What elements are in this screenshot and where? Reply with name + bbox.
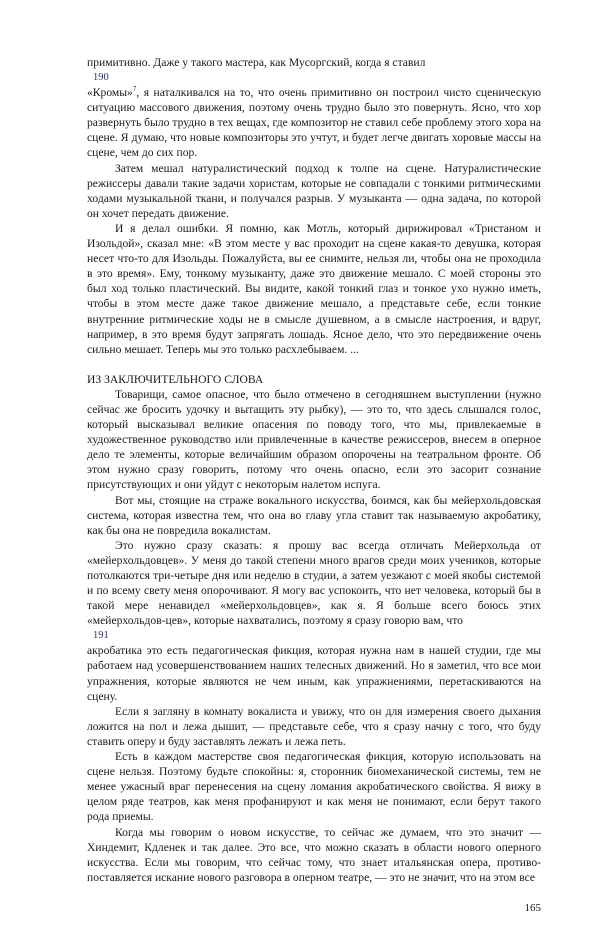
paragraph: Вот мы, стоящие на страже вокального искусства, боимся, как бы мейерхольдовская система, которая известна тем, что она во главу угла ставит так называемую акробатику, как бы она не повредила вокалистам. xyxy=(87,493,541,537)
paragraph xyxy=(87,85,541,160)
paragraph: акробатика это есть педагогическая фикция, которая нужна нам в нашей студии, где мы работаем над усовершенствованием наших телесных движений. Но я заметил, что все мои упражнения, которые являются не чем иным, как упражнениями, перетаскиваются на сцену. xyxy=(87,644,541,703)
page-body xyxy=(87,0,541,936)
paragraph-text: , я наталкивался на то, что очень примитивно он построил чисто сценическую ситуацию массового движения, поэтому очень трудно было это повернуть. Ясно, что хор развернуть было трудно в тех вещах, где композитор не ставил себе проблему этого хора на сцене. Я думаю, что новые композиторы это учтут, и будет легче двигать хоровые массы на сцене, чем до сих пор. xyxy=(87,86,541,160)
paragraph: Когда мы говорим о новом искусстве, то сейчас же думаем, что это значит — Хиндемит, Кдленек и так далее. Это все, что можно сказать в области нового оперного искусства. Если мы говорим, что сейчас тому, что знает итальянская опера, противо-поставляется искание нового разговора в оперном театре, — это не значит, что на этом все xyxy=(87,825,541,884)
paragraph: Есть в каждом мастерстве своя педагогическая фикция, которую использовать на сцене нельзя. Поэтому будьте спокойны: я, сторонник биомеханической системы, тем не менее ужасный враг перенесения на сцену ломания акробатического свойства. Я вижу в целом ряде театров, как меня профанируют и как меня не понимают, если берут такого рода приемы. xyxy=(87,750,541,824)
paragraph: примитивно. Даже у такого мастера, как Мусоргский, когда я ставил xyxy=(87,56,426,69)
source-page-marker: 191 xyxy=(93,630,109,642)
source-page-marker: 190 xyxy=(93,72,109,84)
footnote-ref[interactable]: 7 xyxy=(132,85,137,94)
quoted-title: «Кромы» xyxy=(87,86,133,100)
paragraph: Затем мешал натуралистический подход к толпе на сцене. Натуралистические режиссеры давали такие задачи хористам, которые не совпадали с тонкими ритмическими ходами музыкальной ткани, и получался разрыв. У музыканта — одна задача, по которой он хочет передать движение. xyxy=(87,161,541,220)
paragraph: Если я загляну в комнату вокалиста и увижу, что он для измерения своего дыхания ложится на пол и лежа дышит, — представьте себе, что я сразу начну с того, что буду ставить оперу и буду заставлять лежать и лежа петь. xyxy=(87,704,541,748)
section-heading: ИЗ ЗАКЛЮЧИТЕЛЬНОГО СЛОВА xyxy=(87,372,264,386)
paragraph: Товарищи, самое опасное, что было отмечено в сегодняшнем выступлении (нужно сейчас же бросить удочку и вытащить эту рыбку), — это то, что здесь слышался голос, который высказывал великие опасения по поводу того, что мы, привлекаемые в художественное руководство или привлеченные в качестве режиссеров, внесем в оперное дело те элементы, которые величайшим образом опорочены на театральном фронте. Об этом нужно сразу говорить, потому что очень опасно, если это засорит сознание присутствующих и они уйдут с некоторым налетом испуга. xyxy=(87,387,541,492)
paragraph: Это нужно сразу сказать: я прошу вас всегда отличать Мейерхольда от «мейерхольдовцев». У меня до такой степени много врагов среди моих учеников, которые потолкаются три-четыре дня или неделю в студии, а затем уезжают с моей якобы системой и по всему свету меня опорочивают. Я могу вас успокоить, что нет человека, который бы в такой мере ненавидел «мейерхольдовцев», как я. Я больше всего боюсь этих «мейерхольдов-цев», которые нахватались, поэтому я сразу говорю вам, что xyxy=(87,538,541,628)
paragraph: И я делал ошибки. Я помню, как Мотль, который дирижировал «Тристаном и Изольдой», сказал мне: «В этом месте у вас проходит на сцене какая-то девушка, которая несет что-то для Изольды. Пожалуйста, вы ее снимите, нельзя ли, чтобы она не проходила в это время». Ему, тонкому музыканту, даже это движение мешало. С моей стороны это был ход только пластический. Вы видите, какой тонкий глаз и тонкое ухо нужно иметь, чтобы в этом месте даже такое движение мешало, а представьте себе, если тонкие внутренние ритмические ходы не в смысле душевном, а в смысле настроения, и вдруг, например, в это время будут запрягать лошадь. Ясное дело, что это передвижение очень сильно мешает. Теперь мы это только расхлебываем. ... xyxy=(87,221,541,356)
page-number: 165 xyxy=(524,901,541,914)
